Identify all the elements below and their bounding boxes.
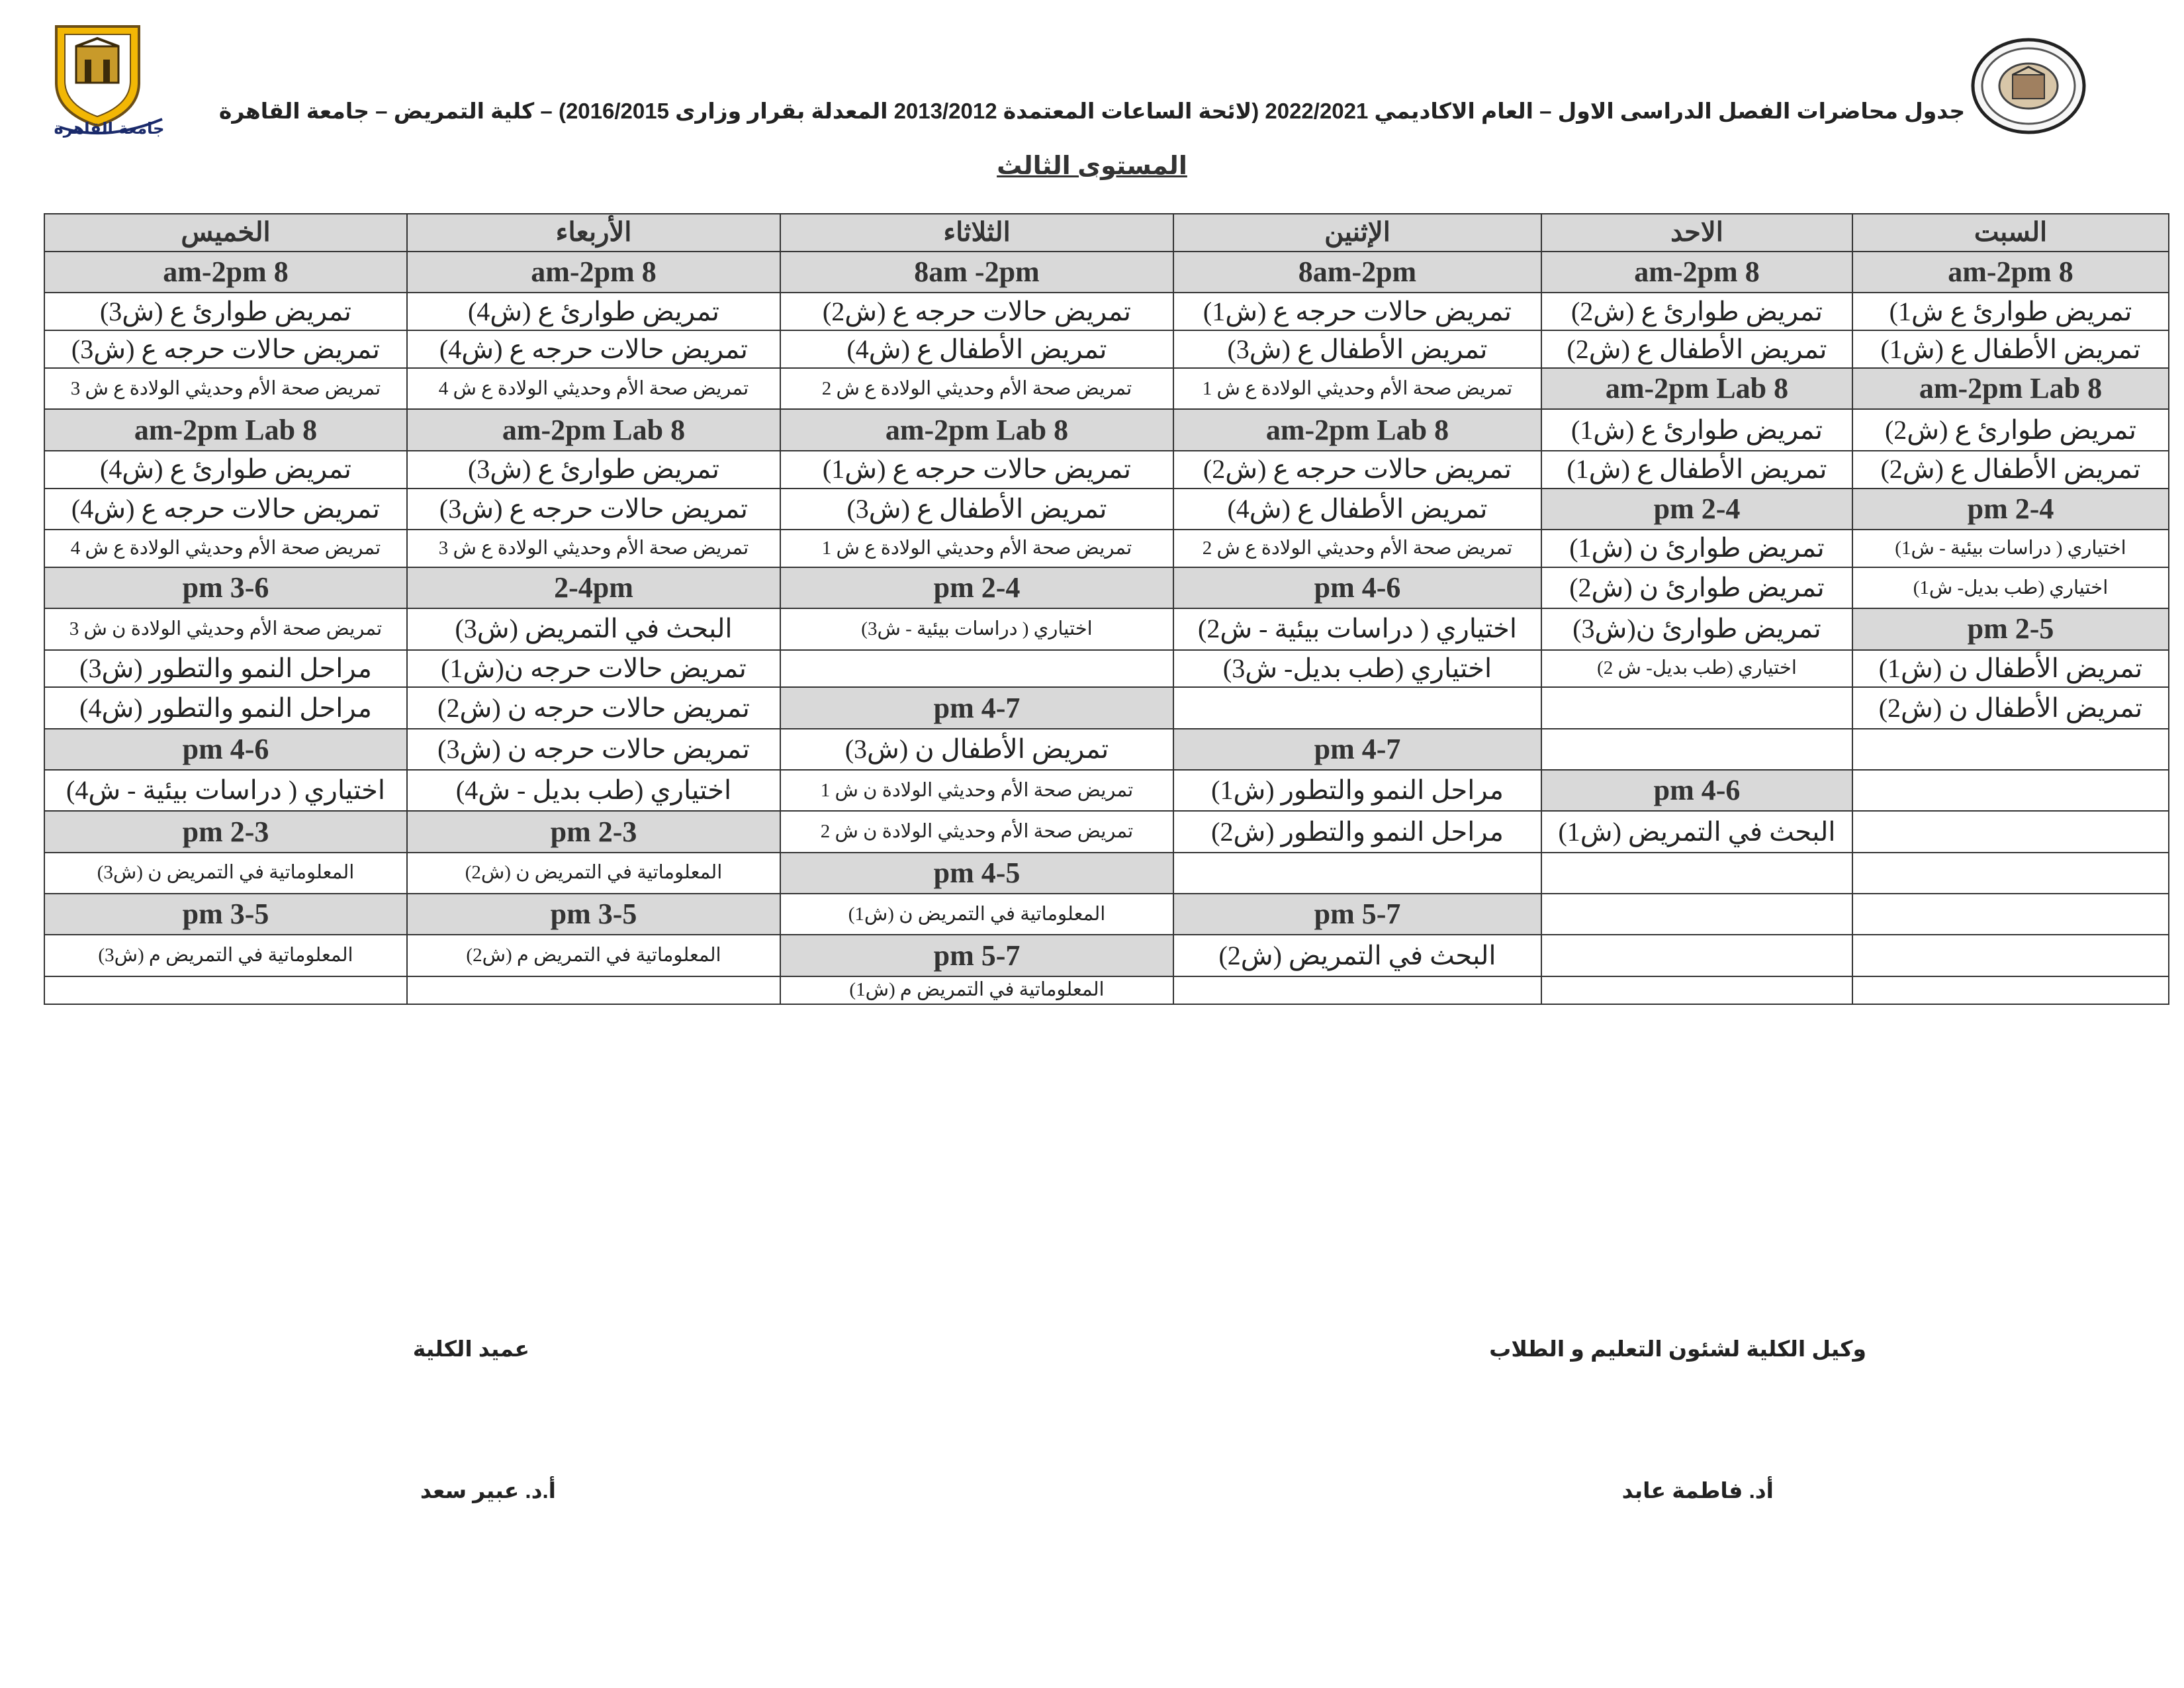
course-cell: تمريض الأطفال ن (ش3)	[780, 729, 1173, 770]
course-cell: تمريض صحة الأم وحديثي الولادة ع ش 2	[1173, 530, 1541, 567]
time-slot-cell: 2-4 pm	[780, 567, 1173, 608]
course-cell: تمريض صحة الأم وحديثي الولادة ن ش 1	[780, 770, 1173, 811]
course-cell: تمريض طوارئ ن (ش2)	[1541, 567, 1852, 608]
course-cell: تمريض الأطفال ن (ش1)	[1852, 650, 2169, 688]
time-slot-cell: 8 am-2pm	[407, 252, 780, 293]
time-slot-cell: 4-5 pm	[780, 853, 1173, 894]
course-cell: تمريض حالات حرجه ع (ش4)	[407, 330, 780, 368]
course-cell: تمريض صحة الأم وحديثي الولادة ع ش 4	[44, 530, 407, 567]
course-cell: البحث في التمريض (ش2)	[1173, 935, 1541, 976]
schedule-row	[44, 894, 2169, 935]
course-cell: تمريض طوارئ ع (ش2)	[1852, 409, 2169, 450]
time-slot-cell: 4-7 pm	[780, 687, 1173, 728]
time-slot-cell: 8 am-2pm Lab	[1541, 368, 1852, 409]
time-slot-cell: 8 am-2pm Lab	[1852, 368, 2169, 409]
course-cell: تمريض حالات حرجه ن (ش3)	[407, 729, 780, 770]
time-slot-cell: 8 am-2pm Lab	[44, 409, 407, 450]
course-cell: البحث في التمريض (ش3)	[407, 608, 780, 649]
dean-title: عميد الكلية	[412, 1336, 529, 1361]
course-cell: اختياري ( دراسات بيئية - ش1)	[1852, 530, 2169, 567]
course-cell: البحث في التمريض (ش1)	[1541, 811, 1852, 852]
course-cell: تمريض صحة الأم وحديثي الولادة ع ش 4	[407, 368, 780, 409]
empty-cell	[1852, 729, 2169, 770]
course-cell: تمريض الأطفال ع (ش4)	[780, 330, 1173, 368]
course-cell: تمريض صحة الأم وحديثي الولادة ع ش 1	[1173, 368, 1541, 409]
course-cell: المعلوماتية في التمريض م (ش1)	[780, 976, 1173, 1004]
schedule-row	[44, 976, 2169, 1004]
course-cell: تمريض طوارئ ع (ش4)	[407, 293, 780, 330]
time-slot-cell: 8 am-2pm Lab	[1173, 409, 1541, 450]
time-slot-cell: 4-6 pm	[44, 729, 407, 770]
course-cell: تمريض حالات حرجه ع (ش1)	[1173, 293, 1541, 330]
cairo-university-logo	[46, 20, 172, 139]
course-cell: تمريض الأطفال ع (ش2)	[1541, 330, 1852, 368]
course-cell: اختياري ( دراسات بيئية - ش4)	[44, 770, 407, 811]
time-slot-cell: 8am-2pm	[1173, 252, 1541, 293]
course-cell: مراحل النمو والتطور (ش3)	[44, 650, 407, 688]
course-cell: تمريض صحة الأم وحديثي الولادة ع ش 3	[407, 530, 780, 567]
course-cell: تمريض الأطفال ع (ش1)	[1852, 330, 2169, 368]
day-header: الاحد	[1541, 214, 1852, 252]
time-slot-cell: 2-3 pm	[407, 811, 780, 852]
time-slot-cell: 8am -2pm	[780, 252, 1173, 293]
course-cell: تمريض طوارئ ع ش1)	[1852, 293, 2169, 330]
course-cell: اختياري ( دراسات بيئية - ش2)	[1173, 608, 1541, 649]
time-slot-cell: 2-4pm	[407, 567, 780, 608]
schedule-row	[44, 853, 2169, 894]
course-cell: مراحل النمو والتطور (ش4)	[44, 687, 407, 728]
vice-dean-name: أد. فاطمة عابد	[1621, 1478, 1774, 1503]
empty-cell	[1852, 770, 2169, 811]
empty-cell	[1173, 976, 1541, 1004]
time-slot-cell: 3-5 pm	[44, 894, 407, 935]
course-cell: المعلوماتية في التمريض ن (ش3)	[44, 853, 407, 894]
course-cell: مراحل النمو والتطور (ش1)	[1173, 770, 1541, 811]
time-slot-cell: 8 am-2pm Lab	[407, 409, 780, 450]
accreditation-seal-logo	[1969, 36, 2088, 136]
course-cell: تمريض الأطفال ع (ش4)	[1173, 489, 1541, 530]
vice-dean-title: وكيل الكلية لشئون التعليم و الطلاب	[1489, 1336, 1866, 1361]
schedule-row	[44, 650, 2169, 688]
level-heading: المستوى الثالث	[997, 152, 1187, 180]
empty-cell	[44, 976, 407, 1004]
course-cell: تمريض طوارئ ن (ش1)	[1541, 530, 1852, 567]
time-slot-cell: 8 am-2pm	[1541, 252, 1852, 293]
course-cell: تمريض طوارئ ع (ش1)	[1541, 409, 1852, 450]
course-cell: تمريض الأطفال ع (ش3)	[780, 489, 1173, 530]
day-header: الثلاثاء	[780, 214, 1173, 252]
course-cell: تمريض الأطفال ع (ش3)	[1173, 330, 1541, 368]
time-slot-cell: 8 am-2pm	[44, 252, 407, 293]
course-cell: تمريض الأطفال ن (ش2)	[1852, 687, 2169, 728]
course-cell: تمريض حالات حرجه ع (ش3)	[44, 330, 407, 368]
time-slot-cell: 2-3 pm	[44, 811, 407, 852]
course-cell: تمريض طوارئ ع (ش2)	[1541, 293, 1852, 330]
time-slot-cell: 5-7 pm	[780, 935, 1173, 976]
course-cell: اختياري (طب بديل- ش 2)	[1541, 650, 1852, 688]
schedule-row	[44, 770, 2169, 811]
time-slot-cell: 2-4 pm	[1541, 489, 1852, 530]
time-slot-cell: 3-6 pm	[44, 567, 407, 608]
day-header: الأربعاء	[407, 214, 780, 252]
course-cell: تمريض صحة الأم وحديثي الولادة ع ش 2	[780, 368, 1173, 409]
empty-cell	[1541, 687, 1852, 728]
course-cell: تمريض حالات حرجه ع (ش4)	[44, 489, 407, 530]
day-header: الخميس	[44, 214, 407, 252]
time-slot-cell: 4-7 pm	[1173, 729, 1541, 770]
empty-cell	[1852, 853, 2169, 894]
schedule-row	[44, 729, 2169, 770]
lecture-schedule-table	[44, 213, 2169, 1005]
time-slot-cell: 4-6 pm	[1541, 770, 1852, 811]
day-header-row	[44, 214, 2169, 252]
schedule-title: جدول محاضرات الفصل الدراسى الاول – العام الاكاديمي 2022/2021 (لائحة الساعات المعتمدة 2013/2012 المعدلة بقرار وزارى 2016/2015) – كلية التمريض – جامعة القاهرة	[218, 99, 1966, 123]
schedule-row	[44, 252, 2169, 293]
course-cell: تمريض حالات حرجه ع (ش2)	[780, 293, 1173, 330]
schedule-row	[44, 687, 2169, 728]
empty-cell	[780, 650, 1173, 688]
empty-cell	[1852, 976, 2169, 1004]
schedule-row	[44, 451, 2169, 489]
course-cell: المعلوماتية في التمريض ن (ش2)	[407, 853, 780, 894]
course-cell: تمريض طوارئ ع (ش3)	[44, 293, 407, 330]
course-cell: المعلوماتية في التمريض م (ش2)	[407, 935, 780, 976]
schedule-row	[44, 368, 2169, 409]
empty-cell	[1541, 853, 1852, 894]
empty-cell	[1852, 811, 2169, 852]
course-cell: تمريض صحة الأم وحديثي الولادة ن ش 3	[44, 608, 407, 649]
empty-cell	[1173, 687, 1541, 728]
schedule-row	[44, 530, 2169, 567]
course-cell: تمريض الأطفال ع (ش1)	[1541, 451, 1852, 489]
dean-name: أ.د. عبير سعد	[420, 1478, 556, 1503]
empty-cell	[1173, 853, 1541, 894]
course-cell: تمريض صحة الأم وحديثي الولادة ن ش 2	[780, 811, 1173, 852]
course-cell: مراحل النمو والتطور (ش2)	[1173, 811, 1541, 852]
schedule-row	[44, 330, 2169, 368]
empty-cell	[1852, 894, 2169, 935]
logo-caption: جامعة القاهرة	[54, 119, 165, 138]
schedule-row	[44, 935, 2169, 976]
course-cell: اختياري ( دراسات بيئية - ش3)	[780, 608, 1173, 649]
course-cell: اختياري (طب بديل - ش4)	[407, 770, 780, 811]
course-cell: تمريض طوارئ ع (ش4)	[44, 451, 407, 489]
schedule-row	[44, 293, 2169, 330]
time-slot-cell: 3-5 pm	[407, 894, 780, 935]
schedule-row	[44, 409, 2169, 450]
course-cell: المعلوماتية في التمريض ن (ش1)	[780, 894, 1173, 935]
schedule-row	[44, 608, 2169, 649]
schedule-row	[44, 567, 2169, 608]
schedule-row	[44, 811, 2169, 852]
time-slot-cell: 8 am-2pm Lab	[780, 409, 1173, 450]
course-cell: تمريض صحة الأم وحديثي الولادة ع ش 1	[780, 530, 1173, 567]
day-header: السبت	[1852, 214, 2169, 252]
course-cell: تمريض حالات حرجه ع (ش2)	[1173, 451, 1541, 489]
course-cell: اختياري (طب بديل- ش1)	[1852, 567, 2169, 608]
course-cell: تمريض طوارئ ع (ش3)	[407, 451, 780, 489]
course-cell: تمريض الأطفال ع (ش2)	[1852, 451, 2169, 489]
time-slot-cell: 4-6 pm	[1173, 567, 1541, 608]
empty-cell	[1541, 935, 1852, 976]
course-cell: تمريض حالات حرجه ع (ش3)	[407, 489, 780, 530]
time-slot-cell: 8 am-2pm	[1852, 252, 2169, 293]
course-cell: تمريض طوارئ ن(ش3)	[1541, 608, 1852, 649]
empty-cell	[407, 976, 780, 1004]
course-cell: تمريض صحة الأم وحديثي الولادة ع ش 3	[44, 368, 407, 409]
empty-cell	[1541, 729, 1852, 770]
course-cell: تمريض حالات حرجه ن(ش1)	[407, 650, 780, 688]
time-slot-cell: 5-7 pm	[1173, 894, 1541, 935]
empty-cell	[1541, 976, 1852, 1004]
schedule-row	[44, 489, 2169, 530]
day-header: الإثنين	[1173, 214, 1541, 252]
course-cell: اختياري (طب بديل- ش3)	[1173, 650, 1541, 688]
time-slot-cell: 2-5 pm	[1852, 608, 2169, 649]
course-cell: المعلوماتية في التمريض م (ش3)	[44, 935, 407, 976]
time-slot-cell: 2-4 pm	[1852, 489, 2169, 530]
empty-cell	[1852, 935, 2169, 976]
empty-cell	[1541, 894, 1852, 935]
course-cell: تمريض حالات حرجه ن (ش2)	[407, 687, 780, 728]
course-cell: تمريض حالات حرجه ع (ش1)	[780, 451, 1173, 489]
